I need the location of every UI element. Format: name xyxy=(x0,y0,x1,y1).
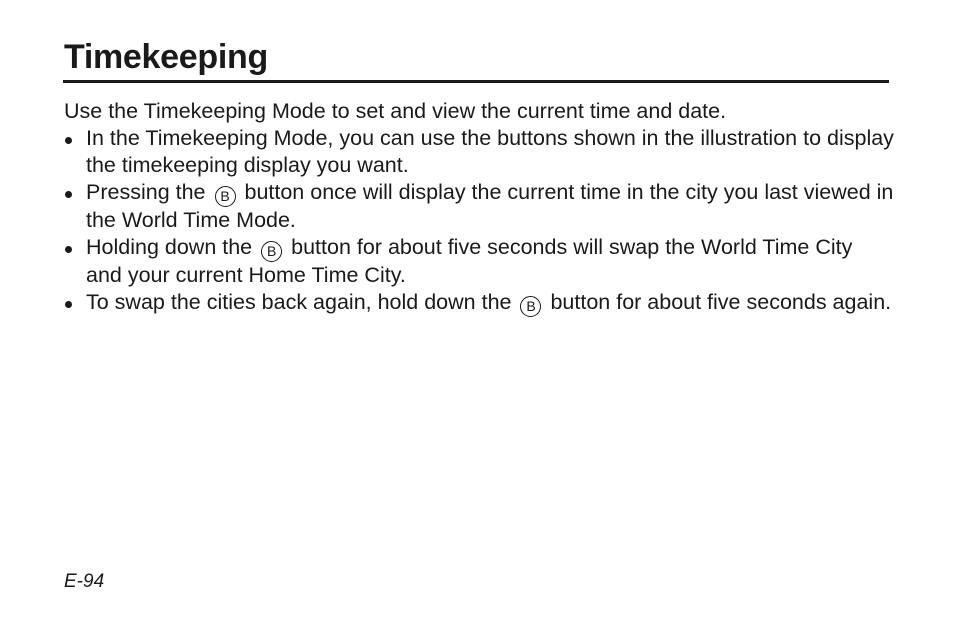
bullet-icon xyxy=(65,301,72,308)
list-item xyxy=(64,234,894,289)
bullet-icon xyxy=(65,137,72,144)
bullet-icon xyxy=(65,191,72,198)
page-number: E-94 xyxy=(64,571,105,592)
b-button-icon: B xyxy=(520,296,541,317)
page-title: Timekeeping xyxy=(64,38,268,76)
list-item xyxy=(64,289,894,317)
bullet-text: In the Timekeeping Mode, you can use the buttons shown in the illustration to display the timekeeping display you want. xyxy=(86,126,894,177)
page-content xyxy=(64,98,894,317)
b-button-icon: B xyxy=(215,186,236,207)
bullet-icon xyxy=(65,246,72,253)
list-item xyxy=(64,125,894,179)
bullet-text-before: To swap the cities back again, hold down the xyxy=(86,290,512,314)
bullet-text-before: Holding down the xyxy=(86,235,253,259)
b-button-icon: B xyxy=(261,241,282,262)
list-item xyxy=(64,179,894,234)
title-divider xyxy=(63,80,889,83)
bullet-list xyxy=(64,125,894,317)
bullet-text-after: button once will display the current time in the city you last viewed in the World Time Mode. xyxy=(86,180,894,232)
bullet-text-after: button for about five seconds will swap the World Time City and your current Home Time City. xyxy=(86,235,853,287)
intro-paragraph: Use the Timekeeping Mode to set and view the current time and date. xyxy=(64,99,727,123)
bullet-text-before: Pressing the xyxy=(86,180,206,204)
bullet-text-after: button for about five seconds again. xyxy=(550,290,892,314)
